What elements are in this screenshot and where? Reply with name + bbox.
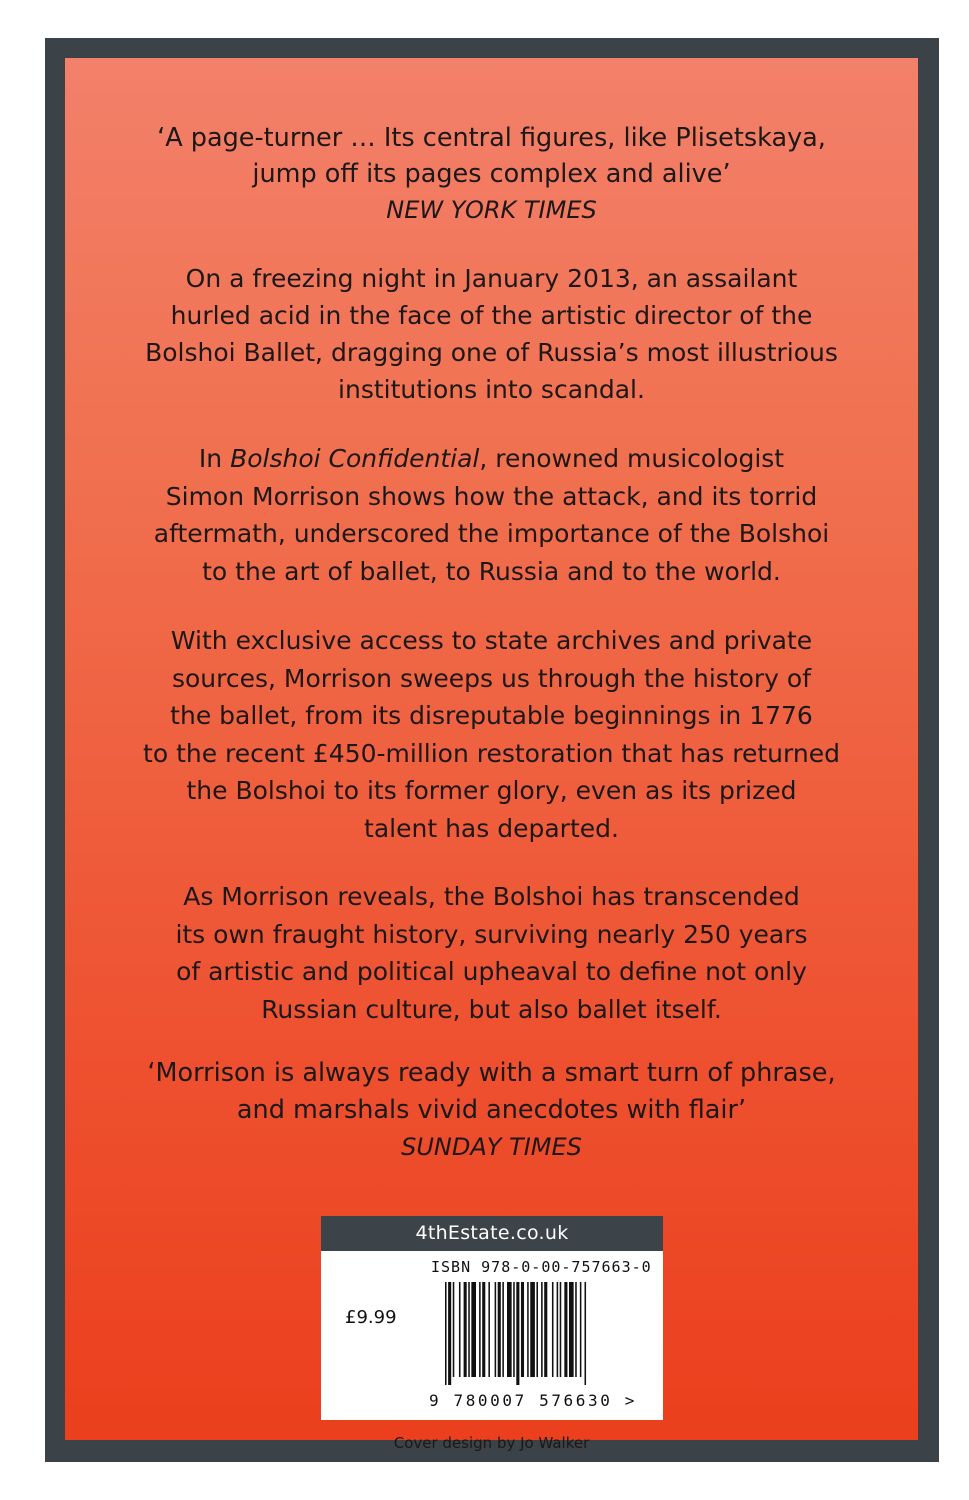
price-label: £9.99	[345, 1307, 397, 1328]
paragraph-rest: , renowned musicologist	[479, 444, 785, 473]
barcode-image	[445, 1282, 635, 1385]
quote-line: ‘A page-turner … Its central figures, like Plisetskaya,	[157, 123, 826, 153]
barcode-number: 9 780007 576630 >	[429, 1391, 637, 1410]
paragraph-line: to the art of ballet, to Russia and to the world.	[202, 556, 781, 586]
blurb-paragraph-3	[125, 622, 858, 847]
paragraph-line: institutions into scandal.	[338, 375, 645, 404]
publisher-website[interactable]: 4thEstate.co.uk	[321, 1216, 663, 1251]
quote-line: and marshals vivid anecdotes with flair’	[236, 1095, 747, 1125]
isbn-label: ISBN 978-0-00-757663-0	[431, 1258, 652, 1276]
quote-source: SUNDAY TIMES	[401, 1133, 582, 1161]
barcode-panel	[321, 1216, 663, 1420]
paragraph-line: the Bolshoi to its former glory, even as its prized	[186, 776, 797, 805]
paragraph-line: to the recent £450-million restoration that has returned	[143, 738, 840, 768]
paragraph-line: the ballet, from its disreputable beginnings in 1776	[170, 701, 813, 730]
cover-design-credit: Cover design by Jo Walker	[393, 1434, 590, 1452]
paragraph-line: its own fraught history, surviving nearly 250 years	[175, 919, 808, 949]
paragraph-line: Russian culture, but also ballet itself.	[261, 994, 722, 1024]
quote-line: jump off its pages complex and alive’	[252, 159, 731, 189]
book-title: Bolshoi Confidential	[230, 444, 480, 473]
back-cover	[65, 58, 918, 1452]
paragraph-line: sources, Morrison sweeps us through the history of	[171, 663, 812, 693]
paragraph-line: aftermath, underscored the importance of the Bolshoi	[153, 519, 830, 548]
paragraph-line: Simon Morrison shows how the attack, and its torrid	[165, 481, 818, 511]
paragraph-prefix: In	[198, 444, 231, 473]
paragraph-line: Bolshoi Ballet, dragging one of Russia’s most illustrious	[145, 338, 838, 367]
quote-source: NEW YORK TIMES	[386, 196, 597, 224]
paragraph-line: With exclusive access to state archives and private	[170, 626, 813, 655]
blurb-paragraph-2	[125, 440, 858, 590]
paragraph-line: hurled acid in the face of the artistic director of the	[170, 301, 813, 330]
blurb-paragraph-4	[125, 878, 858, 1028]
paragraph-line: As Morrison reveals, the Bolshoi has transcended	[183, 882, 800, 911]
blurb-paragraph-1	[125, 260, 858, 408]
quote-line: ‘Morrison is always ready with a smart turn of phrase,	[147, 1058, 836, 1088]
review-quote-top	[125, 120, 858, 228]
review-quote-bottom	[125, 1055, 858, 1166]
paragraph-line: talent has departed.	[364, 813, 619, 843]
paragraph-line: On a freezing night in January 2013, an assailant	[185, 264, 798, 293]
paragraph-line	[125, 440, 858, 478]
paragraph-line: of artistic and political upheaval to define not only	[176, 957, 807, 986]
